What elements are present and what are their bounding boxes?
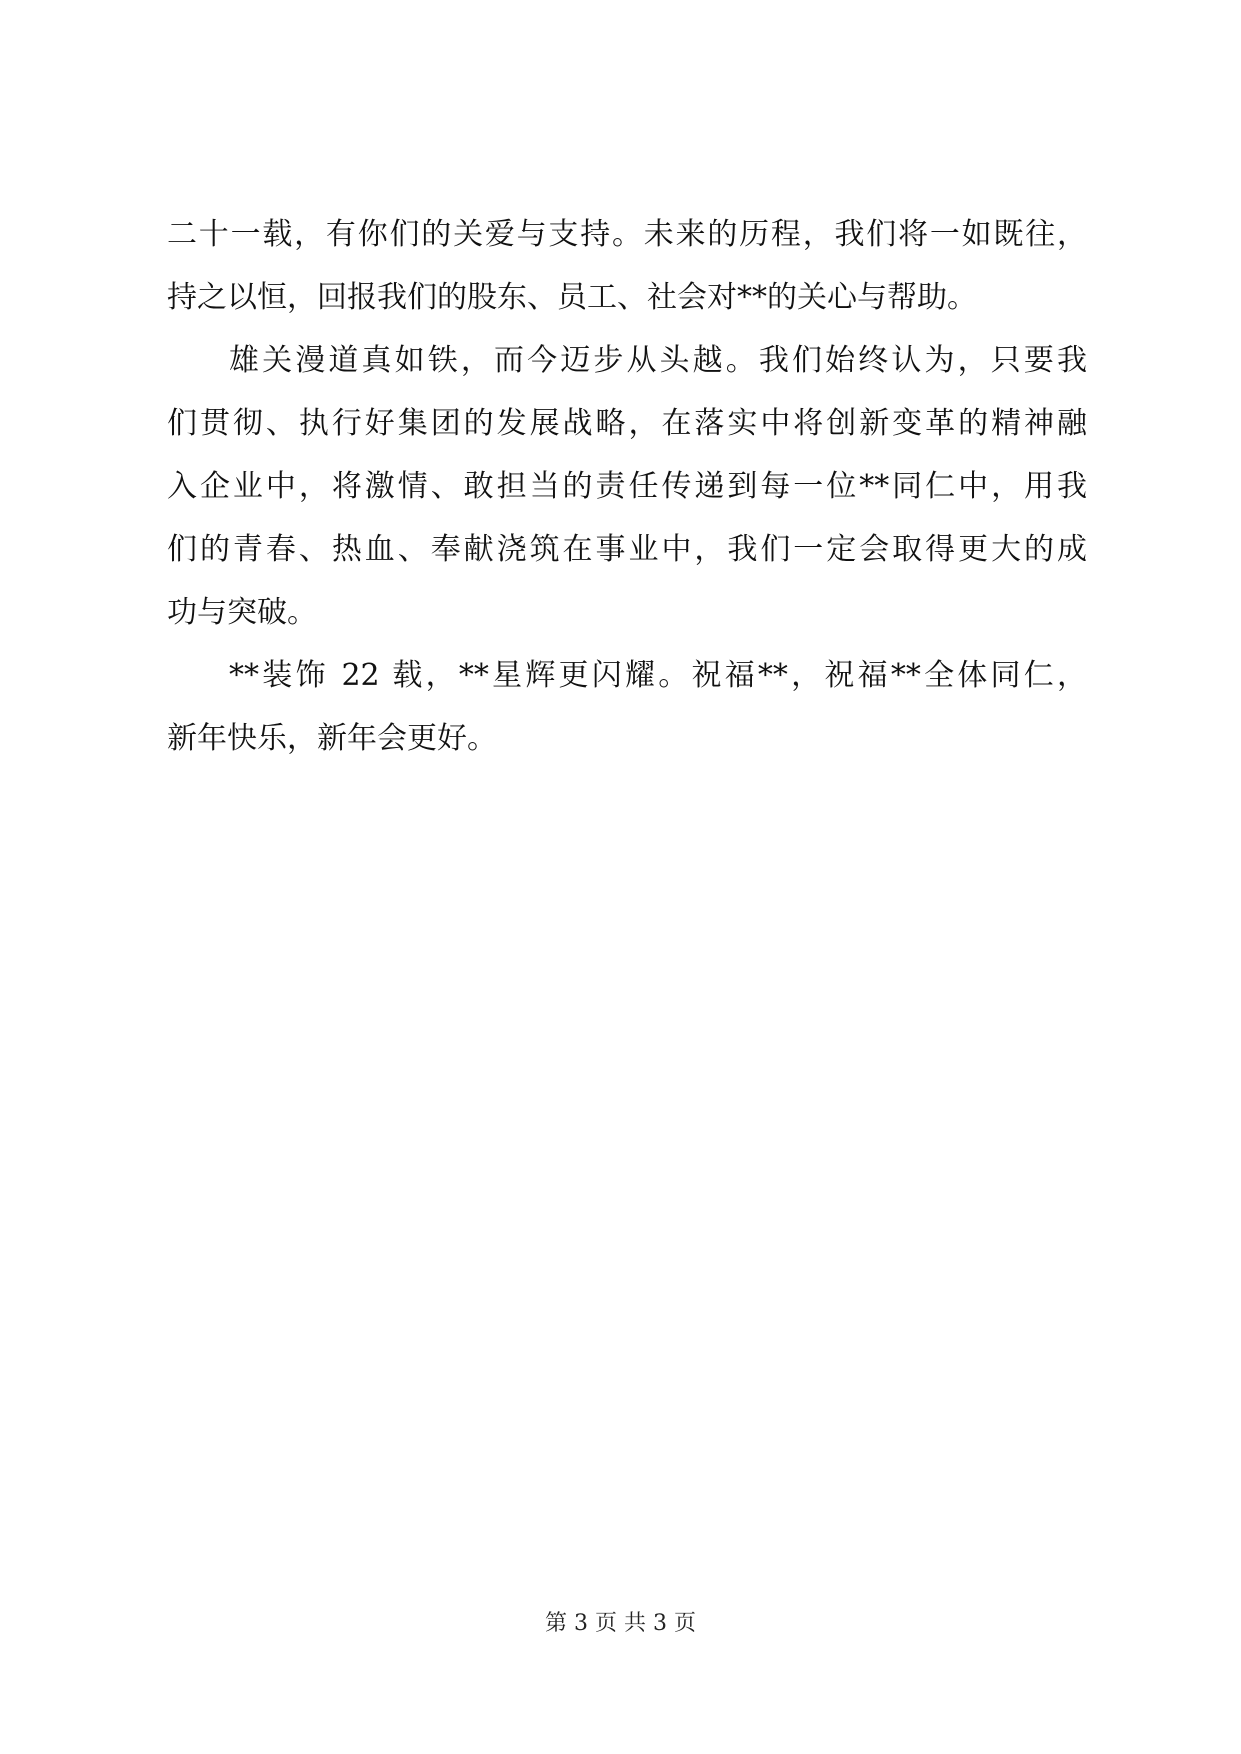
paragraph-1-line-1: 二十一载，有你们的关爱与支持。未来的历程，我们将一如既往， xyxy=(167,217,1087,252)
document-body xyxy=(167,203,1087,770)
paragraph-2-line-2: 们贯彻、执行好集团的发展战略，在落实中将创新变革的精神融 xyxy=(167,406,1087,441)
paragraph-1-line-2: 持之以恒，回报我们的股东、员工、社会对**的关心与帮助。 xyxy=(167,280,977,315)
paragraph-3-line-2: 新年快乐，新年会更好。 xyxy=(167,721,497,756)
paragraph-2-line-1: 雄关漫道真如铁，而今迈步从头越。我们始终认为，只要我 xyxy=(229,343,1087,378)
paragraph-3-line-1: **装饰 22 载，**星辉更闪耀。祝福**，祝福**全体同仁， xyxy=(229,658,1087,693)
paragraph-2-line-3: 入企业中，将激情、敢担当的责任传递到每一位**同仁中，用我 xyxy=(167,469,1087,504)
page-number-footer: 第 3 页 共 3 页 xyxy=(545,1611,696,1636)
paragraph-2-line-5: 功与突破。 xyxy=(167,595,317,630)
paragraph-2-line-4: 们的青春、热血、奉献浇筑在事业中，我们一定会取得更大的成 xyxy=(167,532,1087,567)
